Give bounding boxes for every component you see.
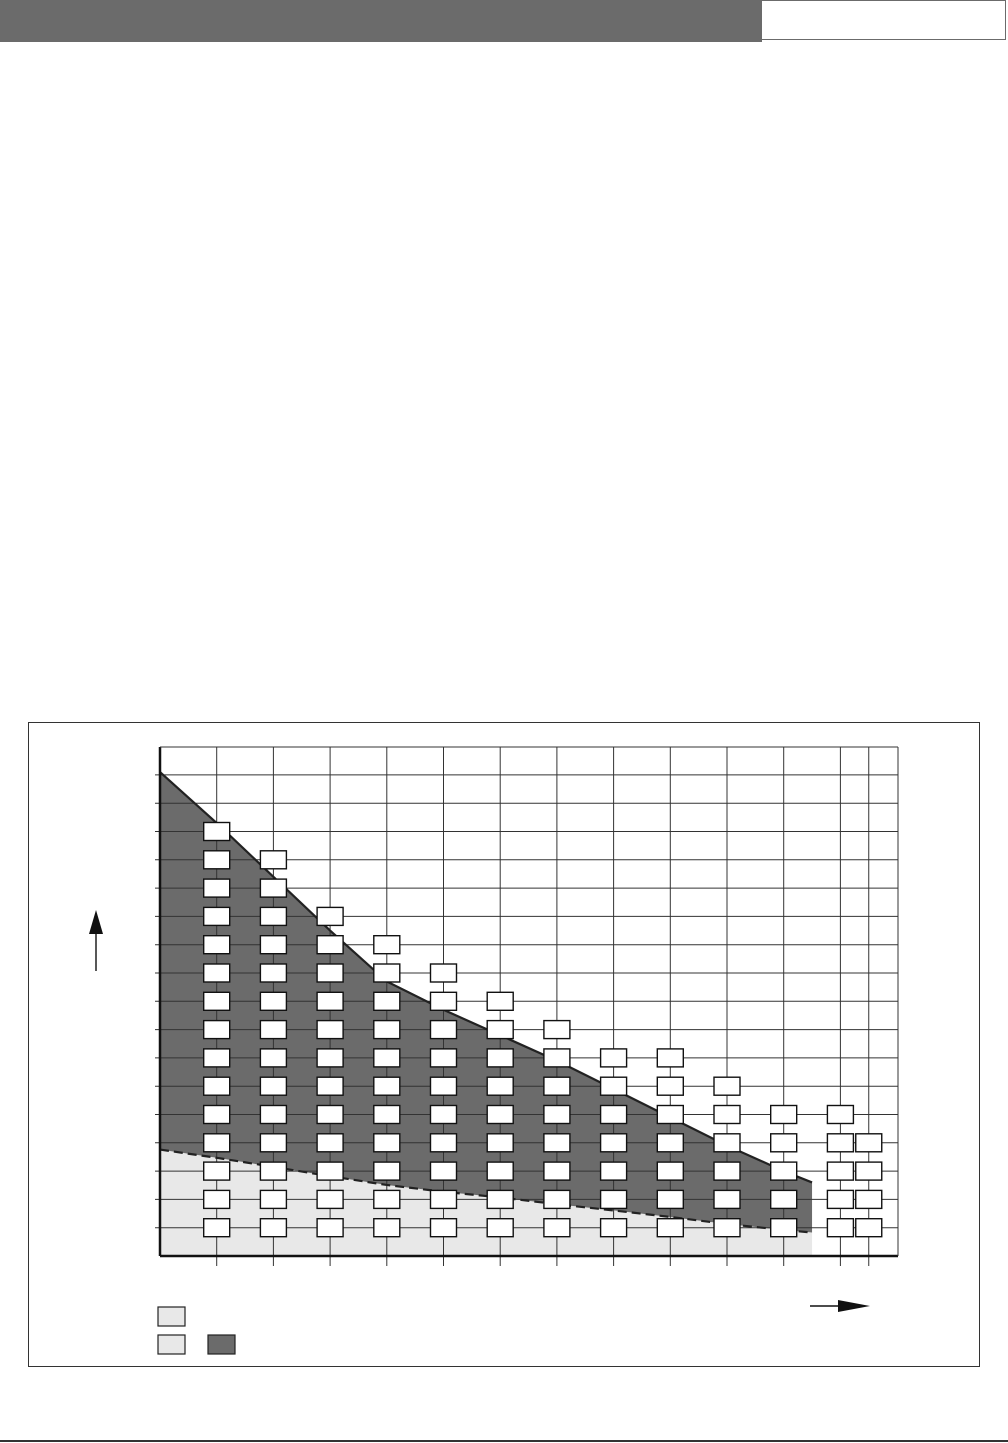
header-box: [762, 0, 1006, 40]
label-box-c12-r2: [827, 1190, 853, 1208]
label-box-c8-r5: [601, 1106, 627, 1124]
label-box-c8-r2: [601, 1190, 627, 1208]
label-box-c2-r7: [260, 1049, 286, 1067]
label-box-c9-r6: [657, 1077, 683, 1095]
label-box-c10-r3: [714, 1162, 740, 1180]
label-box-c2-r3: [260, 1162, 286, 1180]
label-box-c5-r1: [431, 1219, 457, 1237]
label-box-c6-r1: [487, 1219, 513, 1237]
label-box-c3-r5: [317, 1106, 343, 1124]
label-box-c6-r2: [487, 1190, 513, 1208]
legend: [158, 1307, 235, 1354]
label-box-c13-r2: [856, 1190, 882, 1208]
footer-rule: [0, 1440, 1008, 1442]
label-box-c4-r5: [374, 1106, 400, 1124]
label-box-c9-r5: [657, 1106, 683, 1124]
label-box-c1-r9: [204, 992, 230, 1010]
label-box-c8-r7: [601, 1049, 627, 1067]
label-box-c4-r10: [374, 964, 400, 982]
label-box-c1-r10: [204, 964, 230, 982]
label-box-c2-r9: [260, 992, 286, 1010]
legend-swatch-2-2: [208, 1335, 235, 1354]
label-box-c9-r7: [657, 1049, 683, 1067]
label-box-c5-r7: [431, 1049, 457, 1067]
label-box-c4-r7: [374, 1049, 400, 1067]
label-box-c13-r4: [856, 1134, 882, 1152]
label-box-c4-r4: [374, 1134, 400, 1152]
label-box-c3-r7: [317, 1049, 343, 1067]
chart: [29, 723, 979, 1366]
label-box-c3-r4: [317, 1134, 343, 1152]
label-box-c11-r1: [771, 1219, 797, 1237]
label-box-c3-r3: [317, 1162, 343, 1180]
label-box-c11-r4: [771, 1134, 797, 1152]
label-box-c7-r6: [544, 1077, 570, 1095]
label-box-c4-r11: [374, 936, 400, 954]
label-box-c2-r8: [260, 1021, 286, 1039]
label-box-c3-r8: [317, 1021, 343, 1039]
label-box-c2-r10: [260, 964, 286, 982]
label-box-c10-r6: [714, 1077, 740, 1095]
y-arrow-head: [89, 910, 103, 934]
label-box-c7-r3: [544, 1162, 570, 1180]
label-box-c12-r5: [827, 1106, 853, 1124]
label-box-c6-r6: [487, 1077, 513, 1095]
label-box-c2-r13: [260, 879, 286, 897]
label-box-c7-r4: [544, 1134, 570, 1152]
label-box-c10-r1: [714, 1219, 740, 1237]
label-box-c7-r8: [544, 1021, 570, 1039]
label-box-c5-r4: [431, 1134, 457, 1152]
label-box-c6-r7: [487, 1049, 513, 1067]
label-box-c8-r6: [601, 1077, 627, 1095]
legend-swatch-2-1: [158, 1335, 185, 1354]
label-box-c4-r8: [374, 1021, 400, 1039]
label-box-c3-r2: [317, 1190, 343, 1208]
label-box-c4-r1: [374, 1219, 400, 1237]
label-box-c12-r1: [827, 1219, 853, 1237]
label-box-c1-r4: [204, 1134, 230, 1152]
label-box-c5-r8: [431, 1021, 457, 1039]
label-box-c2-r6: [260, 1077, 286, 1095]
label-box-c9-r2: [657, 1190, 683, 1208]
area-fills: [160, 772, 812, 1256]
label-box-c2-r11: [260, 936, 286, 954]
label-box-c1-r2: [204, 1190, 230, 1208]
label-box-c10-r5: [714, 1106, 740, 1124]
label-box-c5-r2: [431, 1190, 457, 1208]
label-box-c1-r12: [204, 907, 230, 925]
label-box-c4-r9: [374, 992, 400, 1010]
label-box-c4-r2: [374, 1190, 400, 1208]
label-box-c5-r5: [431, 1106, 457, 1124]
label-box-c6-r8: [487, 1021, 513, 1039]
label-box-c2-r1: [260, 1219, 286, 1237]
label-box-c1-r7: [204, 1049, 230, 1067]
label-box-c11-r5: [771, 1106, 797, 1124]
x-arrow-head: [838, 1300, 870, 1312]
label-box-c2-r4: [260, 1134, 286, 1152]
label-box-c3-r6: [317, 1077, 343, 1095]
label-box-c1-r11: [204, 936, 230, 954]
label-box-c10-r2: [714, 1190, 740, 1208]
label-box-c7-r5: [544, 1106, 570, 1124]
header-bar: [0, 0, 762, 42]
label-box-c6-r5: [487, 1106, 513, 1124]
label-box-c7-r2: [544, 1190, 570, 1208]
label-box-c6-r3: [487, 1162, 513, 1180]
label-box-c13-r3: [856, 1162, 882, 1180]
label-box-c3-r10: [317, 964, 343, 982]
label-box-c11-r2: [771, 1190, 797, 1208]
label-box-c6-r4: [487, 1134, 513, 1152]
label-box-c8-r4: [601, 1134, 627, 1152]
label-box-c3-r11: [317, 936, 343, 954]
label-box-c3-r1: [317, 1219, 343, 1237]
label-box-c8-r3: [601, 1162, 627, 1180]
label-box-c1-r6: [204, 1077, 230, 1095]
label-box-c1-r5: [204, 1106, 230, 1124]
label-box-c9-r4: [657, 1134, 683, 1152]
label-box-c5-r6: [431, 1077, 457, 1095]
label-box-c11-r3: [771, 1162, 797, 1180]
label-box-c7-r7: [544, 1049, 570, 1067]
label-box-c12-r3: [827, 1162, 853, 1180]
label-box-c12-r4: [827, 1134, 853, 1152]
label-box-c13-r1: [856, 1219, 882, 1237]
label-box-c9-r3: [657, 1162, 683, 1180]
label-box-c1-r8: [204, 1021, 230, 1039]
label-box-c5-r9: [431, 992, 457, 1010]
label-box-c6-r9: [487, 992, 513, 1010]
label-box-c1-r1: [204, 1219, 230, 1237]
label-box-c5-r10: [431, 964, 457, 982]
label-box-c2-r14: [260, 851, 286, 869]
label-box-c1-r13: [204, 879, 230, 897]
label-box-c4-r3: [374, 1162, 400, 1180]
label-box-c1-r3: [204, 1162, 230, 1180]
label-box-c5-r3: [431, 1162, 457, 1180]
label-box-c2-r12: [260, 907, 286, 925]
label-box-c1-r15: [204, 823, 230, 841]
label-box-c2-r5: [260, 1106, 286, 1124]
legend-swatch-1-1: [158, 1307, 185, 1326]
figure-frame: [28, 722, 980, 1367]
label-box-c9-r1: [657, 1219, 683, 1237]
label-box-c2-r2: [260, 1190, 286, 1208]
label-box-c8-r1: [601, 1219, 627, 1237]
label-box-c10-r4: [714, 1134, 740, 1152]
label-box-c7-r1: [544, 1219, 570, 1237]
label-box-c3-r9: [317, 992, 343, 1010]
label-box-c3-r12: [317, 907, 343, 925]
label-box-c1-r14: [204, 851, 230, 869]
label-box-c4-r6: [374, 1077, 400, 1095]
